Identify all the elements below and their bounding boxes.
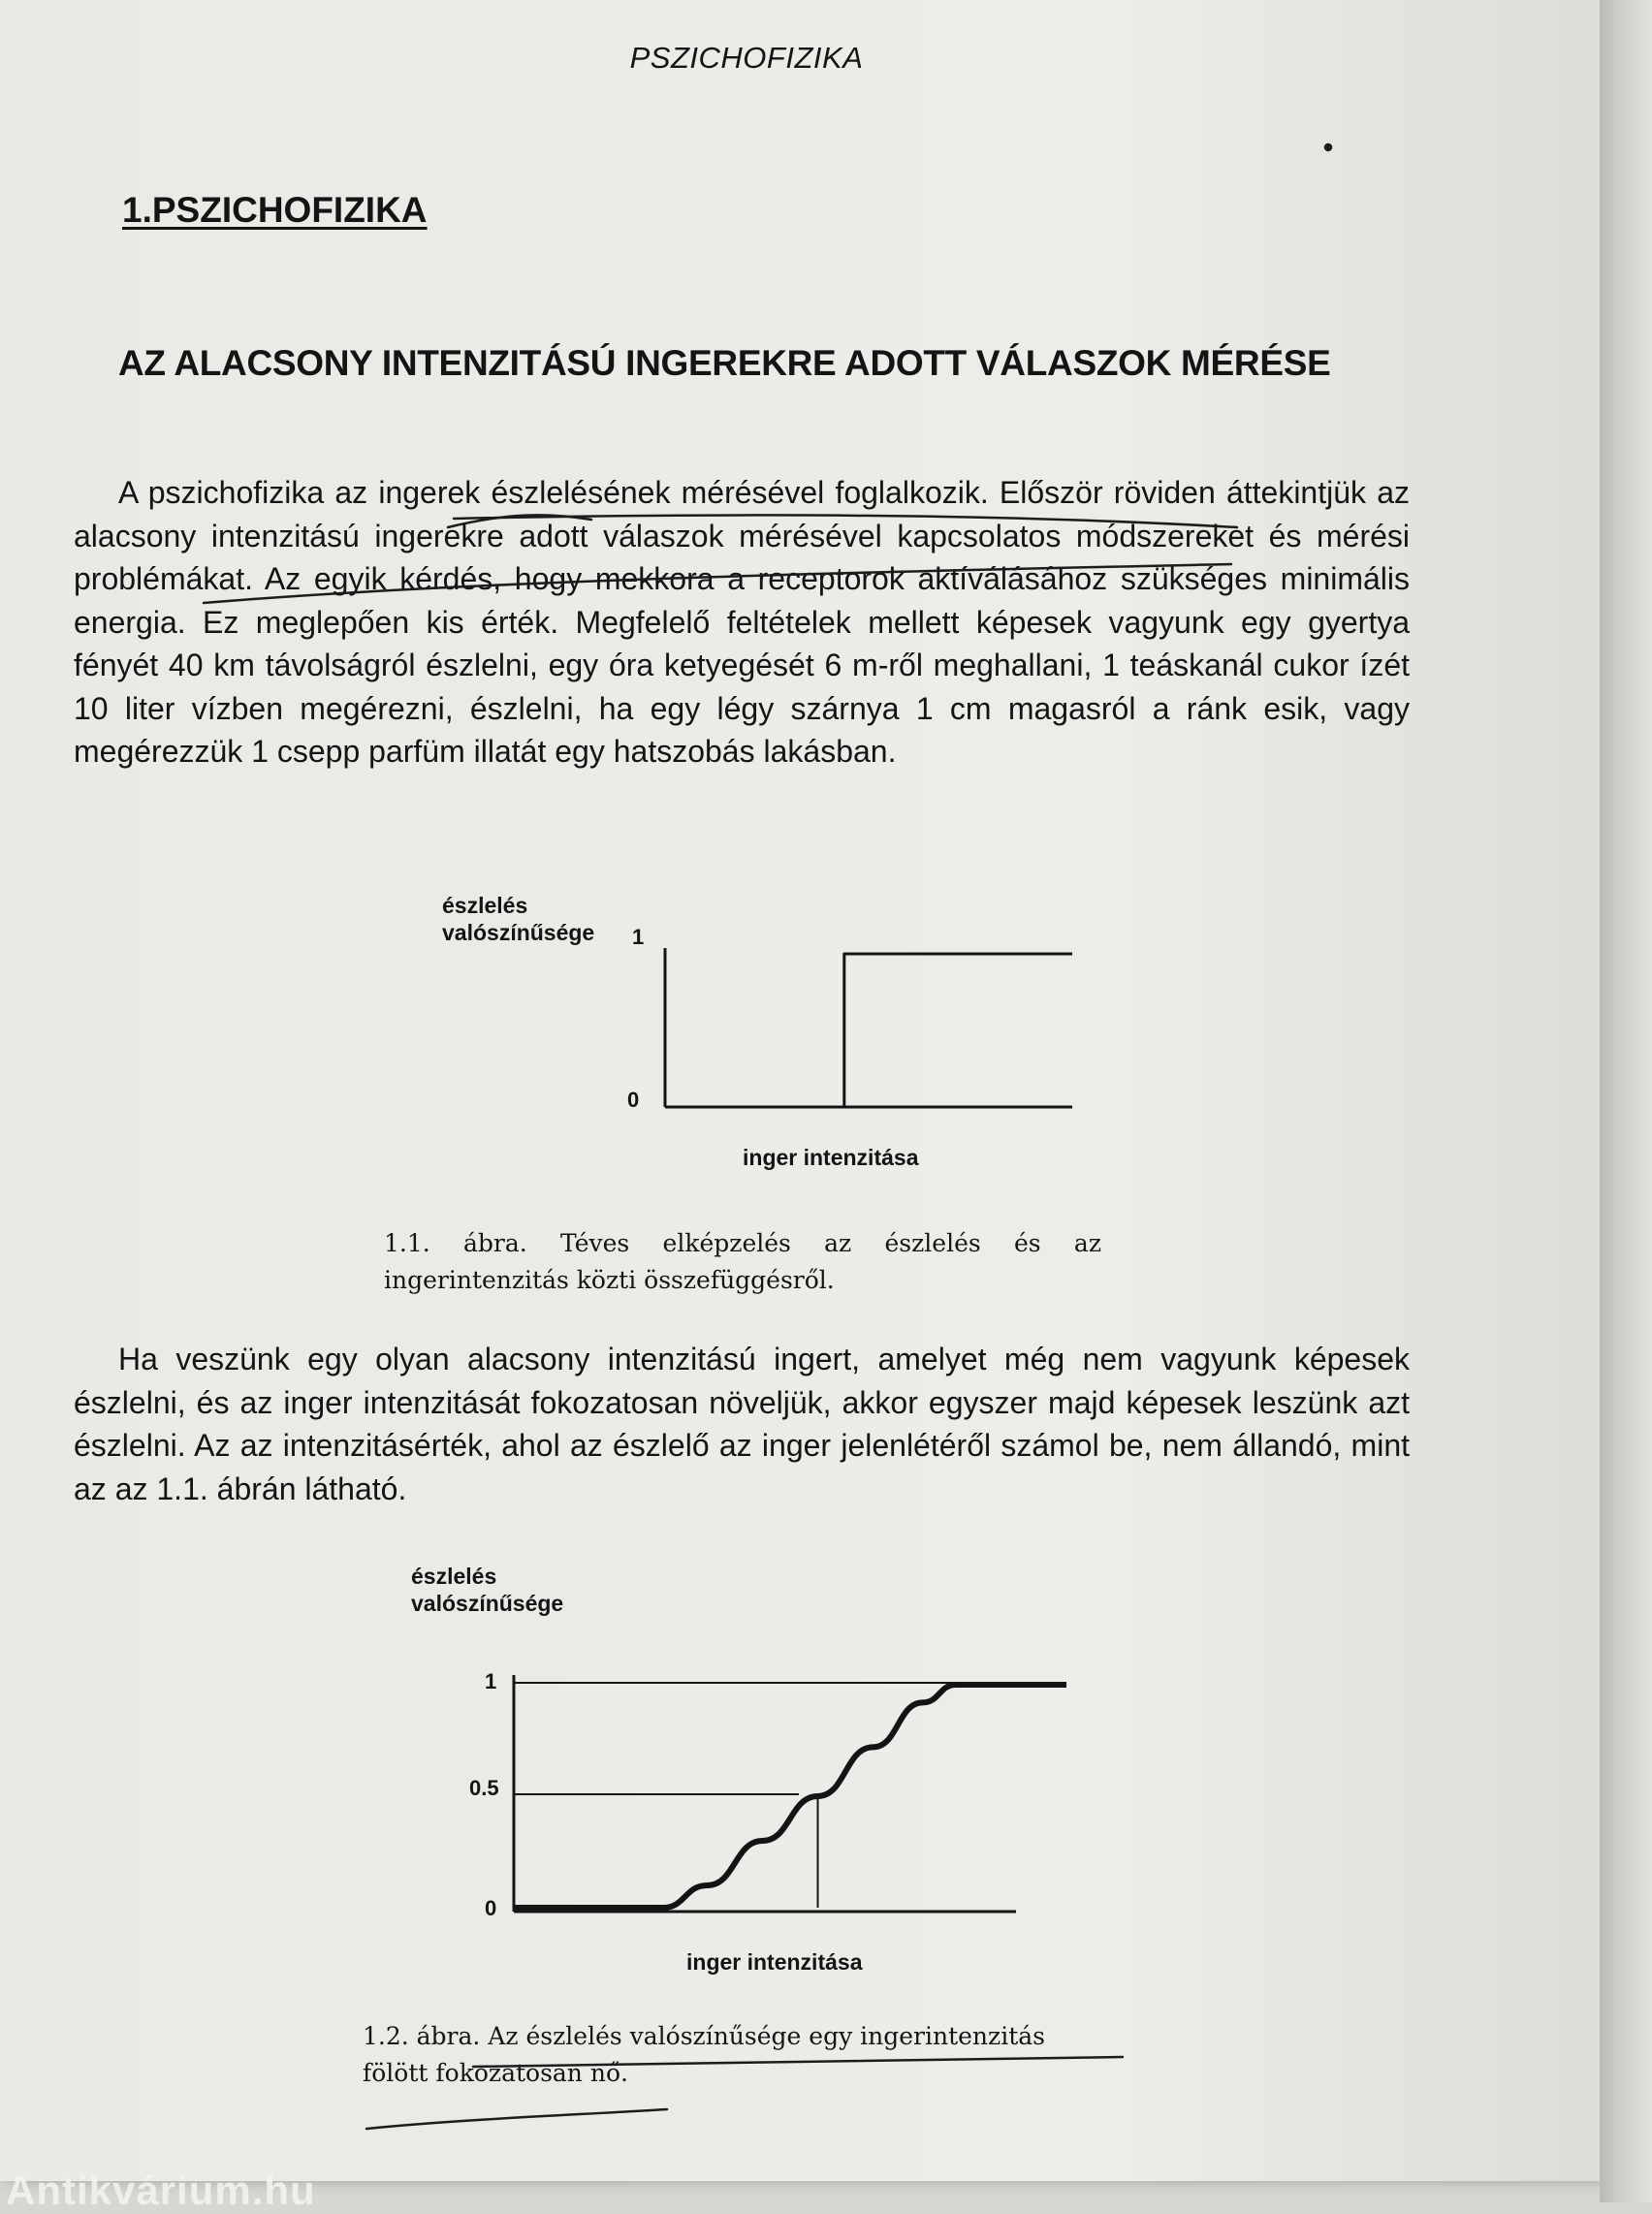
fig2-ylabel-line2: valószínűsége bbox=[411, 1591, 564, 1616]
paragraph-1-text: A pszichofizika az ingerek észlelésének mérésével foglalkozik. Először röviden áttekintjük az alacsony intenzitású ingerekre adott válaszok mérésével kapcsolatos módszereket és mérési problémákat. Az egyik kérdés, hogy mekkora a receptorok aktíválásához szükséges minimális energia. Ez meglepően kis érték. Megfelelő feltételek mellett képesek vagyunk egy gyertya fényét 40 km távolságról észlelni, egy óra ketyegését 6 m-ről meghallani, 1 teáskanál cukor ízét 10 liter vízben megérezni, észlelni, ha egy légy szárnya 1 cm magasról a ránk esik, vagy megérezzük 1 csepp parfüm illatát egy hatszobás lakásban. bbox=[74, 475, 1410, 769]
pen-mark-3 bbox=[204, 564, 1231, 603]
ink-dot bbox=[1325, 144, 1331, 150]
pen-mark-4 bbox=[473, 2057, 1123, 2067]
running-head: PSZICHOFIZIKA bbox=[629, 41, 864, 75]
fig1-ylabel-line2: valószínűsége bbox=[442, 920, 595, 945]
fig2-caption-line2: fölött fokozatosan nő. bbox=[363, 2059, 628, 2087]
fig1-ylabel-line1: észlelés bbox=[442, 893, 528, 918]
fig2-xlabel: inger intenzitása bbox=[686, 1949, 863, 1975]
fig1-ytick-1: 1 bbox=[632, 925, 645, 949]
fig2-sigmoid-curve bbox=[514, 1685, 1066, 1908]
fig1-caption-line2: ingerintenzitás közti összefüggésről. bbox=[384, 1266, 835, 1294]
fig1-ytick-0: 0 bbox=[627, 1088, 640, 1112]
fig1-step-line bbox=[665, 954, 1072, 1107]
paragraph-2-text: Ha veszünk egy olyan alacsony intenzitású ingert, amelyet még nem vagyunk képesek észlelni, és az inger intenzitását fokozatosan növeljük, akkor egyszer majd képesek leszünk azt észlelni. Az az intenzitásérték, ahol az észlelő az inger jelenlétéről számol be, nem állandó, mint az az 1.1. ábrán látható. bbox=[74, 1342, 1410, 1506]
fig1-xlabel: inger intenzitása bbox=[743, 1145, 919, 1170]
fig1-caption-line1: 1.1. ábra. Téves elképzelés az észlelés és az bbox=[384, 1229, 1101, 1257]
fig2-ylabel-line1: észlelés bbox=[411, 1564, 497, 1589]
fig2-ytick-1: 1 bbox=[485, 1669, 497, 1693]
fig2-caption-line1: 1.2. ábra. Az észlelés valószínűsége egy ingerintenzitás bbox=[363, 2022, 1045, 2050]
chapter-title: 1.PSZICHOFIZIKA bbox=[122, 190, 428, 230]
pen-mark-5 bbox=[366, 2109, 667, 2129]
fig2-ytick-05: 0.5 bbox=[469, 1776, 499, 1800]
fig2-ytick-0: 0 bbox=[485, 1896, 497, 1920]
watermark: Antikvárium.hu bbox=[6, 2167, 316, 2213]
section-title: AZ ALACSONY INTENZITÁSÚ INGEREKRE ADOTT VÁLASZOK MÉRÉSE bbox=[118, 343, 1331, 383]
pen-mark-2 bbox=[454, 515, 1237, 527]
